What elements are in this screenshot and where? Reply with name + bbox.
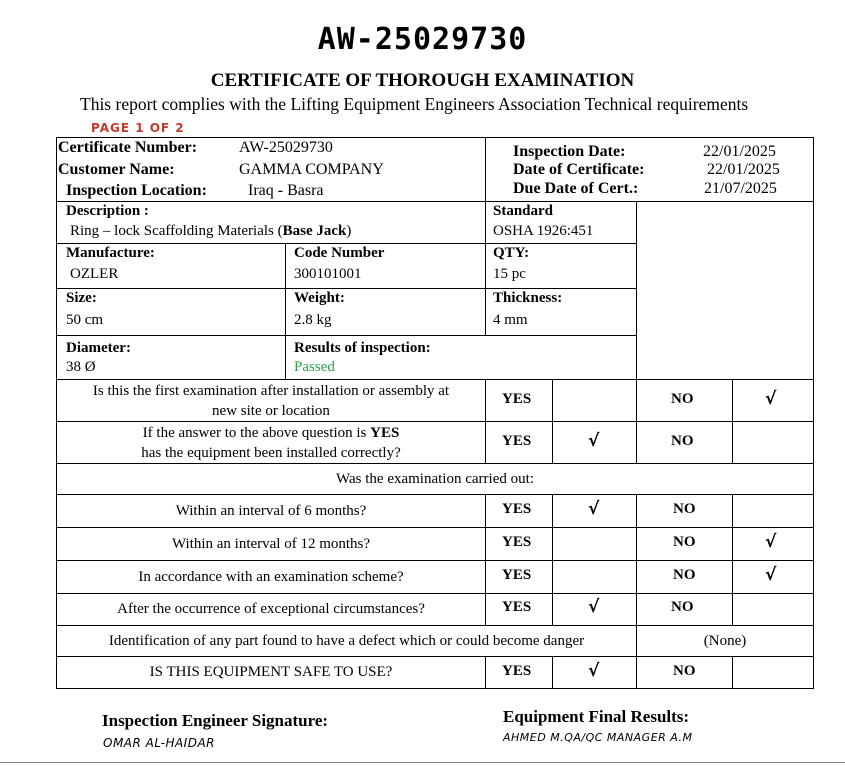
q3-yes-check-mark: √: [588, 499, 600, 519]
q1-no-check-mark: √: [765, 389, 777, 409]
safe-yes-label: YES: [502, 663, 532, 679]
code-number-value: 300101001: [294, 266, 362, 282]
q2-yes-check-mark: √: [588, 431, 600, 451]
page-bottom-rule: [0, 762, 845, 763]
carried-out-heading: Was the examination carried out:: [336, 471, 534, 487]
engineer-signature-label: Inspection Engineer Signature:: [102, 711, 329, 730]
q4-text: Within an interval of 12 months?: [171, 536, 371, 552]
thickness-label: Thickness:: [493, 290, 563, 306]
certificate-id-heading: AW-25029730: [317, 22, 528, 57]
customer-name-value: GAMMA COMPANY: [239, 161, 384, 178]
q3-no-label: NO: [673, 501, 696, 517]
size-label: Size:: [66, 290, 97, 306]
final-results-signature: AHMED M.QA/QC MANAGER A.M: [503, 731, 693, 744]
page-indicator: PAGE 1 OF 2: [91, 121, 185, 135]
q3-text: Within an interval of 6 months?: [175, 503, 367, 519]
safe-yes-check-mark: √: [588, 661, 600, 681]
standard-value: OSHA 1926:451: [493, 223, 594, 239]
weight-value: 2.8 kg: [294, 312, 332, 328]
inspection-location-label: Inspection Location:: [66, 182, 207, 199]
inspection-date-label: Inspection Date:: [513, 143, 626, 160]
q6-no-check-cell: [732, 593, 814, 626]
q3-yes-label: YES: [502, 501, 532, 517]
q2-text: If the answer to the above question is YES has the equipment been installed correctly?: [141, 425, 401, 461]
q4-yes-check-cell: [552, 527, 637, 561]
due-date-value: 21/07/2025: [704, 180, 777, 197]
diameter-value: 38 Ø: [66, 359, 96, 375]
q5-text: In accordance with an examination scheme?: [138, 569, 404, 585]
qty-label: QTY:: [493, 245, 530, 261]
standard-label: Standard: [493, 203, 554, 219]
safe-no-label: NO: [673, 663, 696, 679]
description-value: Ring – lock Scaffolding Materials (Base Jack): [70, 223, 352, 239]
q1-text: Is this the first examination after installation or assembly at new site or location: [92, 383, 450, 419]
q6-no-label: NO: [671, 599, 694, 615]
document-subtitle: This report complies with the Lifting Equipment Engineers Association Technical requirements: [80, 94, 749, 114]
description-label: Description :: [66, 203, 149, 219]
results-label: Results of inspection:: [294, 340, 431, 356]
due-date-label: Due Date of Cert.:: [513, 180, 639, 197]
document-title: CERTIFICATE OF THOROUGH EXAMINATION: [210, 70, 635, 91]
safe-text: IS THIS EQUIPMENT SAFE TO USE?: [149, 664, 393, 680]
results-value: Passed: [294, 359, 335, 375]
defect-text: Identification of any part found to have a defect which or could become danger: [108, 633, 585, 649]
q1-yes-label: YES: [502, 391, 532, 407]
manufacture-label: Manufacture:: [66, 245, 155, 261]
inspection-location-value: Iraq - Basra: [248, 182, 324, 199]
defect-value: (None): [703, 633, 747, 649]
q4-yes-label: YES: [502, 534, 532, 550]
thickness-value: 4 mm: [493, 312, 528, 328]
inspection-date-value: 22/01/2025: [703, 143, 776, 160]
date-of-certificate-label: Date of Certificate:: [513, 161, 645, 178]
safe-no-check-cell: [732, 656, 814, 689]
q5-yes-label: YES: [502, 567, 532, 583]
diameter-label: Diameter:: [66, 340, 131, 356]
q5-yes-check-cell: [552, 560, 637, 594]
q6-yes-check-mark: √: [588, 597, 600, 617]
size-value: 50 cm: [66, 312, 104, 328]
qty-value: 15 pc: [493, 266, 526, 282]
certificate-number-value: AW-25029730: [239, 139, 333, 156]
code-number-label: Code Number: [294, 245, 385, 261]
date-of-certificate-value: 22/01/2025: [707, 161, 780, 178]
q4-no-check-mark: √: [765, 532, 777, 552]
q2-yes-label: YES: [502, 433, 532, 449]
q5-no-check-mark: √: [765, 565, 777, 585]
q6-yes-label: YES: [502, 599, 532, 615]
q1-yes-check-cell: [552, 379, 637, 422]
q2-no-check-cell: [732, 421, 814, 464]
q1-no-label: NO: [671, 391, 694, 407]
q3-no-check-cell: [732, 494, 814, 528]
q5-no-label: NO: [673, 567, 696, 583]
final-results-label: Equipment Final Results:: [503, 707, 690, 726]
q6-text: After the occurrence of exceptional circumstances?: [117, 601, 425, 617]
engineer-signature-name: OMAR AL-HAIDAR: [103, 736, 216, 750]
q4-no-label: NO: [673, 534, 696, 550]
q2-no-label: NO: [671, 433, 694, 449]
manufacture-value: OZLER: [70, 266, 119, 282]
customer-name-label: Customer Name:: [58, 161, 175, 178]
weight-label: Weight:: [294, 290, 345, 306]
certificate-number-label: Certificate Number:: [58, 139, 198, 156]
